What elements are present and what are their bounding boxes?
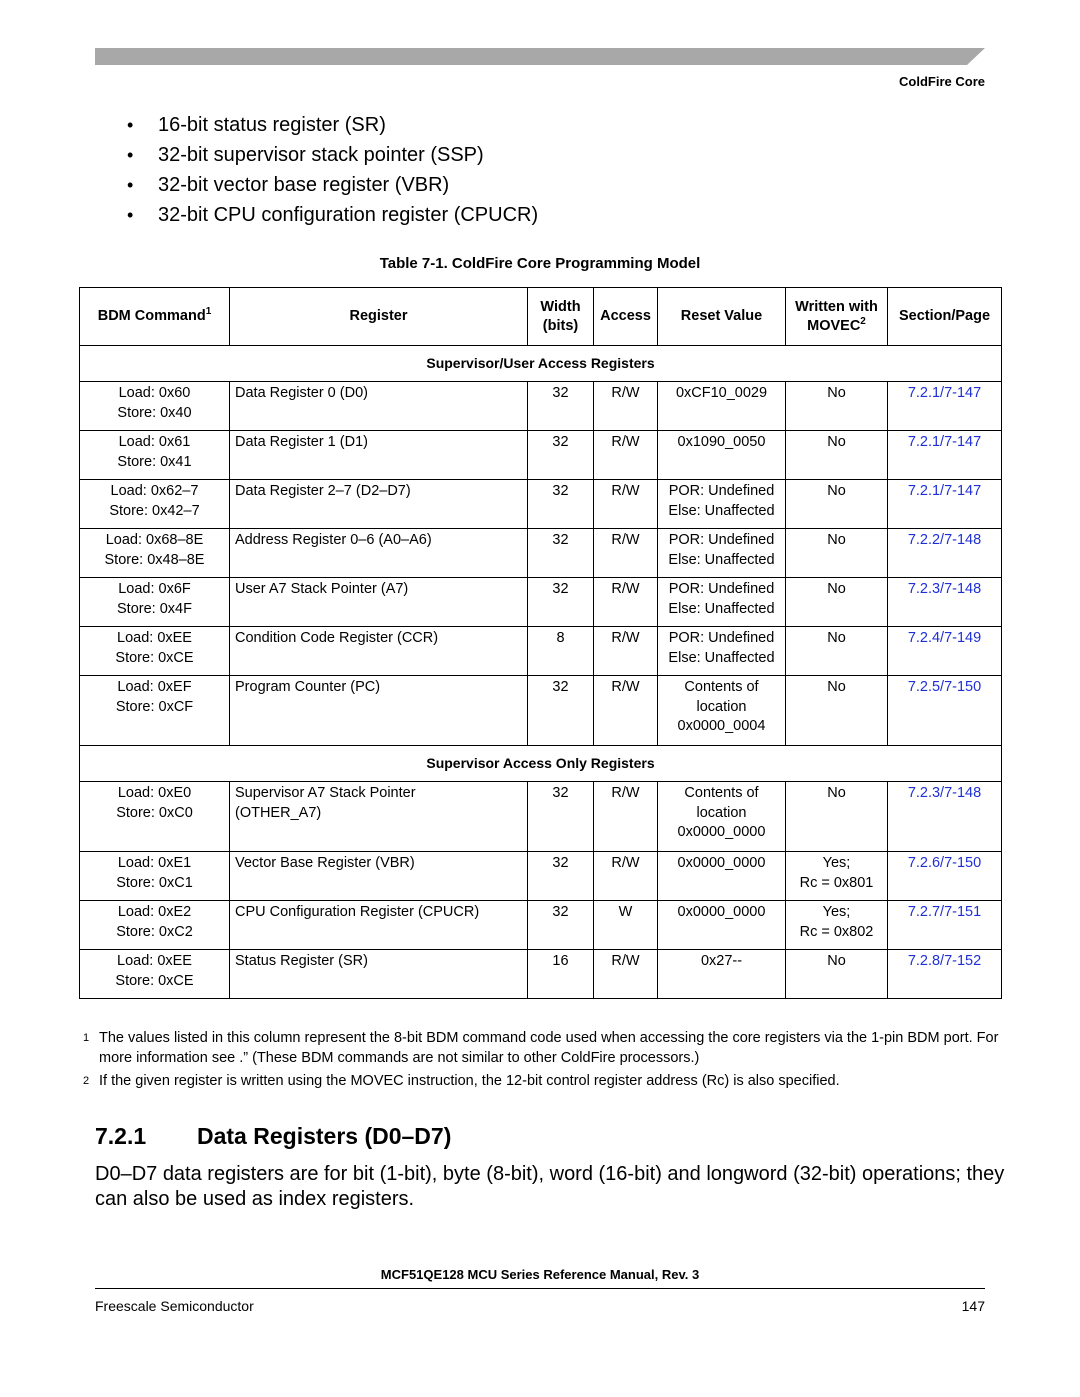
access-cell bbox=[594, 901, 658, 950]
movec-cell bbox=[786, 431, 888, 480]
access-cell-line: R/W bbox=[611, 630, 640, 646]
access-cell-line: R/W bbox=[611, 679, 640, 695]
header-width: Width (bits) bbox=[528, 288, 594, 346]
bullet-item bbox=[127, 170, 538, 200]
bdm-command-cell bbox=[80, 852, 230, 901]
section-page-link[interactable] bbox=[888, 782, 1002, 852]
body-paragraph: D0–D7 data registers are for bit (1-bit), byte (8-bit), word (16-bit) and longword (32-bit) operations; they can also be used as index registers. bbox=[95, 1163, 1005, 1210]
register-cell-line: Condition Code Register (CCR) bbox=[235, 630, 439, 646]
section-page-link-line[interactable]: 7.2.8/7-152 bbox=[907, 953, 982, 969]
reset-value-cell-line: location bbox=[696, 698, 747, 715]
table-row bbox=[80, 676, 1002, 746]
register-cell bbox=[230, 578, 528, 627]
movec-cell-line: Rc = 0x802 bbox=[799, 923, 874, 940]
access-cell-line: R/W bbox=[611, 532, 640, 548]
table-header-row bbox=[80, 288, 1002, 346]
reset-value-cell-line: 0xCF10_0029 bbox=[675, 385, 768, 401]
section-page-link[interactable] bbox=[888, 431, 1002, 480]
bullet-dot: • bbox=[127, 175, 134, 195]
movec-cell bbox=[786, 627, 888, 676]
movec-cell bbox=[786, 676, 888, 746]
table-row bbox=[80, 627, 1002, 676]
access-cell bbox=[594, 782, 658, 852]
section-row bbox=[80, 746, 1002, 782]
section-page-link[interactable] bbox=[888, 950, 1002, 999]
footnotes bbox=[83, 1028, 1003, 1094]
bdm-command-cell-line: Load: 0xEE bbox=[117, 630, 192, 646]
reset-value-cell-line: 0x0000_0004 bbox=[677, 718, 766, 734]
table-row bbox=[80, 431, 1002, 480]
header-register: Register bbox=[230, 288, 528, 346]
reset-value-cell bbox=[658, 950, 786, 999]
bdm-command-cell-line: Load: 0x6F bbox=[118, 581, 191, 597]
movec-cell-line: Rc = 0x801 bbox=[799, 874, 874, 891]
section-label: Supervisor/User Access Registers bbox=[80, 346, 1002, 382]
width-cell bbox=[528, 901, 594, 950]
bullet-dot: • bbox=[127, 145, 134, 165]
access-cell-line: R/W bbox=[611, 385, 640, 401]
width-cell-line: 32 bbox=[552, 904, 569, 920]
reset-value-cell-line: Else: Unaffected bbox=[668, 600, 775, 617]
table-row bbox=[80, 382, 1002, 431]
access-cell bbox=[594, 578, 658, 627]
footer-company: Freescale Semiconductor bbox=[95, 1298, 254, 1314]
width-cell-line: 32 bbox=[552, 483, 569, 499]
section-tag: ColdFire Core bbox=[899, 74, 985, 89]
bdm-command-cell-line: Load: 0x68–8E bbox=[105, 532, 204, 548]
bdm-command-cell bbox=[80, 950, 230, 999]
bdm-command-cell-line: Store: 0x4F bbox=[117, 600, 192, 617]
bdm-command-cell-line: Store: 0xC1 bbox=[116, 874, 193, 891]
register-cell bbox=[230, 901, 528, 950]
footnote-ref: 2 bbox=[860, 315, 866, 327]
bdm-command-cell-line: Load: 0xE2 bbox=[117, 904, 192, 920]
bdm-command-cell-line: Load: 0xEF bbox=[117, 679, 192, 695]
width-cell-line: 32 bbox=[552, 855, 569, 871]
width-cell bbox=[528, 782, 594, 852]
movec-cell-line: No bbox=[827, 953, 846, 969]
reset-value-cell bbox=[658, 852, 786, 901]
bdm-command-cell-line: Load: 0x60 bbox=[118, 385, 191, 401]
section-page-link-line[interactable]: 7.2.1/7-147 bbox=[907, 434, 982, 450]
width-cell-line: 32 bbox=[552, 581, 569, 597]
reset-value-cell bbox=[658, 431, 786, 480]
section-page-link[interactable] bbox=[888, 382, 1002, 431]
footer-title: MCF51QE128 MCU Series Reference Manual, Rev. 3 bbox=[380, 1267, 700, 1282]
bdm-command-cell bbox=[80, 480, 230, 529]
bdm-command-cell bbox=[80, 901, 230, 950]
table-row bbox=[80, 782, 1002, 852]
width-cell bbox=[528, 578, 594, 627]
width-cell-line: 32 bbox=[552, 385, 569, 401]
movec-cell bbox=[786, 480, 888, 529]
register-cell bbox=[230, 950, 528, 999]
section-page-link-line[interactable]: 7.2.7/7-151 bbox=[907, 904, 982, 920]
bdm-command-cell-line: Load: 0xE1 bbox=[117, 855, 192, 871]
section-page-link-line[interactable]: 7.2.3/7-148 bbox=[907, 581, 982, 597]
access-cell bbox=[594, 382, 658, 431]
bdm-command-cell-line: Load: 0x61 bbox=[118, 434, 191, 450]
bdm-command-cell bbox=[80, 382, 230, 431]
movec-cell bbox=[786, 782, 888, 852]
register-cell bbox=[230, 782, 528, 852]
section-heading bbox=[95, 1123, 451, 1150]
movec-cell bbox=[786, 529, 888, 578]
movec-cell-line: No bbox=[827, 532, 846, 548]
reset-value-cell bbox=[658, 529, 786, 578]
reset-value-cell-line: POR: Undefined bbox=[668, 532, 775, 548]
reset-value-cell-line: 0x1090_0050 bbox=[677, 434, 766, 450]
access-cell-line: R/W bbox=[611, 434, 640, 450]
bdm-command-cell bbox=[80, 431, 230, 480]
programming-model-table bbox=[79, 287, 1002, 999]
reset-value-cell bbox=[658, 782, 786, 852]
width-cell-line: 32 bbox=[552, 679, 569, 695]
bullet-item bbox=[127, 140, 538, 170]
movec-cell bbox=[786, 382, 888, 431]
movec-cell-line: Yes; bbox=[822, 904, 851, 920]
reset-value-cell-line: POR: Undefined bbox=[668, 581, 775, 597]
register-cell bbox=[230, 676, 528, 746]
width-cell bbox=[528, 676, 594, 746]
width-cell-line: 16 bbox=[552, 953, 569, 969]
register-cell-line: User A7 Stack Pointer (A7) bbox=[235, 581, 409, 597]
section-number: 7.2.1 bbox=[95, 1123, 147, 1149]
register-cell-line: Data Register 1 (D1) bbox=[235, 434, 368, 450]
reset-value-cell bbox=[658, 382, 786, 431]
register-cell-line: (OTHER_A7) bbox=[235, 804, 322, 821]
access-cell-line: W bbox=[618, 904, 633, 920]
access-cell-line: R/W bbox=[611, 581, 640, 597]
access-cell-line: R/W bbox=[611, 785, 640, 801]
width-cell bbox=[528, 480, 594, 529]
access-cell bbox=[594, 431, 658, 480]
width-cell bbox=[528, 852, 594, 901]
footer-divider bbox=[95, 1288, 985, 1289]
section-page-link-line[interactable]: 7.2.1/7-147 bbox=[907, 483, 982, 499]
section-page-link-line[interactable]: 7.2.3/7-148 bbox=[907, 785, 982, 801]
register-cell-line: Supervisor A7 Stack Pointer bbox=[235, 785, 416, 801]
table-row bbox=[80, 901, 1002, 950]
bdm-command-cell-line: Load: 0x62–7 bbox=[110, 483, 199, 499]
bdm-command-cell bbox=[80, 676, 230, 746]
bdm-command-cell-line: Store: 0x48–8E bbox=[104, 551, 205, 568]
bdm-command-cell bbox=[80, 627, 230, 676]
register-cell-line: CPU Configuration Register (CPUCR) bbox=[235, 904, 480, 920]
header-access: Access bbox=[594, 288, 658, 346]
register-cell bbox=[230, 382, 528, 431]
section-page-link[interactable] bbox=[888, 852, 1002, 901]
section-page-link-line[interactable]: 7.2.5/7-150 bbox=[907, 679, 982, 695]
section-label: Supervisor Access Only Registers bbox=[80, 746, 1002, 782]
bdm-command-cell-line: Store: 0xC0 bbox=[116, 804, 193, 821]
register-cell bbox=[230, 480, 528, 529]
page-number: 147 bbox=[961, 1298, 985, 1314]
bullet-dot: • bbox=[127, 205, 134, 225]
register-cell bbox=[230, 431, 528, 480]
reset-value-cell-line: Else: Unaffected bbox=[668, 649, 775, 666]
register-cell bbox=[230, 627, 528, 676]
width-cell bbox=[528, 529, 594, 578]
section-page-link[interactable] bbox=[888, 627, 1002, 676]
header-reset-value: Reset Value bbox=[658, 288, 786, 346]
width-cell-line: 32 bbox=[552, 785, 569, 801]
footnote bbox=[83, 1071, 1003, 1091]
section-page-link-line[interactable]: 7.2.2/7-148 bbox=[907, 532, 982, 548]
access-cell bbox=[594, 627, 658, 676]
bdm-command-cell-line: Load: 0xE0 bbox=[117, 785, 192, 801]
register-cell-line: Data Register 0 (D0) bbox=[235, 385, 368, 401]
bullet-text: 32-bit CPU configuration register (CPUCR) bbox=[158, 204, 539, 226]
footnote-text: If the given register is written using the MOVEC instruction, the 12-bit control register address (Rc) is also specified. bbox=[99, 1073, 840, 1089]
access-cell-line: R/W bbox=[611, 483, 640, 499]
movec-cell-line: Yes; bbox=[822, 855, 851, 871]
footnote-ref: 1 bbox=[205, 306, 212, 318]
section-page-link[interactable] bbox=[888, 480, 1002, 529]
bullet-text: 16-bit status register (SR) bbox=[158, 114, 386, 136]
bdm-command-cell bbox=[80, 782, 230, 852]
bullet-list bbox=[127, 110, 538, 230]
movec-cell-line: No bbox=[827, 483, 846, 499]
section-page-link[interactable] bbox=[888, 578, 1002, 627]
header-bar bbox=[95, 48, 985, 65]
table-row bbox=[80, 480, 1002, 529]
access-cell bbox=[594, 676, 658, 746]
access-cell bbox=[594, 480, 658, 529]
footnote bbox=[83, 1028, 1003, 1068]
section-page-link[interactable] bbox=[888, 529, 1002, 578]
reset-value-cell-line: location bbox=[696, 804, 747, 821]
bdm-command-cell-line: Store: 0xCE bbox=[115, 972, 194, 989]
movec-cell bbox=[786, 901, 888, 950]
section-page-link-line[interactable]: 7.2.1/7-147 bbox=[907, 385, 982, 401]
bullet-text: 32-bit vector base register (VBR) bbox=[158, 174, 450, 196]
bdm-command-cell bbox=[80, 529, 230, 578]
access-cell bbox=[594, 950, 658, 999]
reset-value-cell-line: 0x0000_0000 bbox=[677, 855, 766, 871]
movec-cell-line: No bbox=[827, 434, 846, 450]
bdm-command-cell-line: Store: 0x40 bbox=[117, 404, 192, 421]
footnote-mark: 1 bbox=[83, 1032, 90, 1044]
bdm-command-cell-line: Store: 0xCE bbox=[115, 649, 194, 666]
access-cell-line: R/W bbox=[611, 953, 640, 969]
reset-value-cell bbox=[658, 578, 786, 627]
width-cell bbox=[528, 950, 594, 999]
section-page-link-line[interactable]: 7.2.6/7-150 bbox=[907, 855, 982, 871]
width-cell bbox=[528, 627, 594, 676]
bullet-item bbox=[127, 200, 538, 230]
section-page-link-line[interactable]: 7.2.4/7-149 bbox=[907, 630, 982, 646]
register-cell-line: Data Register 2–7 (D2–D7) bbox=[235, 483, 411, 499]
footnote-mark: 2 bbox=[83, 1075, 90, 1087]
reset-value-cell-line: Else: Unaffected bbox=[668, 551, 775, 568]
header-written-with-movec: Written with MOVEC$^2$ bbox=[786, 288, 888, 346]
reset-value-cell bbox=[658, 480, 786, 529]
reset-value-cell-line: 0x27-- bbox=[700, 953, 743, 969]
movec-cell-line: No bbox=[827, 581, 846, 597]
reset-value-cell bbox=[658, 627, 786, 676]
movec-cell bbox=[786, 950, 888, 999]
access-cell bbox=[594, 529, 658, 578]
bdm-command-cell-line: Store: 0x41 bbox=[117, 453, 192, 470]
movec-cell-line: No bbox=[827, 679, 846, 695]
movec-cell-line: No bbox=[827, 385, 846, 401]
bullet-text: 32-bit supervisor stack pointer (SSP) bbox=[158, 144, 484, 166]
reset-value-cell-line: Else: Unaffected bbox=[668, 502, 775, 519]
table-caption: Table 7-1. ColdFire Core Programming Model bbox=[379, 255, 701, 272]
reset-value-cell bbox=[658, 676, 786, 746]
movec-cell-line: No bbox=[827, 785, 846, 801]
table-row bbox=[80, 852, 1002, 901]
width-cell-line: 32 bbox=[552, 532, 569, 548]
reset-value-cell-line: Contents of bbox=[684, 785, 759, 801]
table-row bbox=[80, 950, 1002, 999]
section-page-link[interactable] bbox=[888, 676, 1002, 746]
footnote-text: The values listed in this column represent the 8-bit BDM command code used when accessing the core registers via the 1-pin BDM port. For more information see .” (These BDM commands are not similar to other ColdFire processors.) bbox=[99, 1030, 999, 1066]
bdm-command-cell-line: Store: 0xCF bbox=[115, 698, 194, 715]
register-cell-line: Program Counter (PC) bbox=[235, 679, 381, 695]
header-section-page: Section/Page bbox=[888, 288, 1002, 346]
section-page-link[interactable] bbox=[888, 901, 1002, 950]
reset-value-cell-line: POR: Undefined bbox=[668, 630, 775, 646]
register-cell bbox=[230, 852, 528, 901]
header-bdm-command: BDM Command$^1$ bbox=[80, 288, 230, 346]
access-cell bbox=[594, 852, 658, 901]
reset-value-cell bbox=[658, 901, 786, 950]
reset-value-cell-line: POR: Undefined bbox=[668, 483, 775, 499]
reset-value-cell-line: 0x0000_0000 bbox=[677, 824, 766, 840]
register-cell-line: Vector Base Register (VBR) bbox=[235, 855, 415, 871]
register-cell-line: Address Register 0–6 (A0–A6) bbox=[235, 532, 432, 548]
reset-value-cell-line: Contents of bbox=[684, 679, 759, 695]
reset-value-cell-line: 0x0000_0000 bbox=[677, 904, 766, 920]
register-cell-line: Status Register (SR) bbox=[235, 953, 368, 969]
section-title: Data Registers (D0–D7) bbox=[197, 1123, 452, 1149]
movec-cell bbox=[786, 852, 888, 901]
table-row bbox=[80, 529, 1002, 578]
width-cell bbox=[528, 382, 594, 431]
register-cell bbox=[230, 529, 528, 578]
section-row bbox=[80, 346, 1002, 382]
width-cell bbox=[528, 431, 594, 480]
bullet-dot: • bbox=[127, 115, 134, 135]
movec-cell-line: No bbox=[827, 630, 846, 646]
access-cell-line: R/W bbox=[611, 855, 640, 871]
table-row bbox=[80, 578, 1002, 627]
bullet-item bbox=[127, 110, 538, 140]
movec-cell bbox=[786, 578, 888, 627]
bdm-command-cell-line: Store: 0xC2 bbox=[116, 923, 193, 940]
width-cell-line: 8 bbox=[556, 630, 565, 646]
bdm-command-cell-line: Load: 0xEE bbox=[117, 953, 192, 969]
bdm-command-cell bbox=[80, 578, 230, 627]
bdm-command-cell-line: Store: 0x42–7 bbox=[109, 502, 200, 519]
width-cell-line: 32 bbox=[552, 434, 569, 450]
